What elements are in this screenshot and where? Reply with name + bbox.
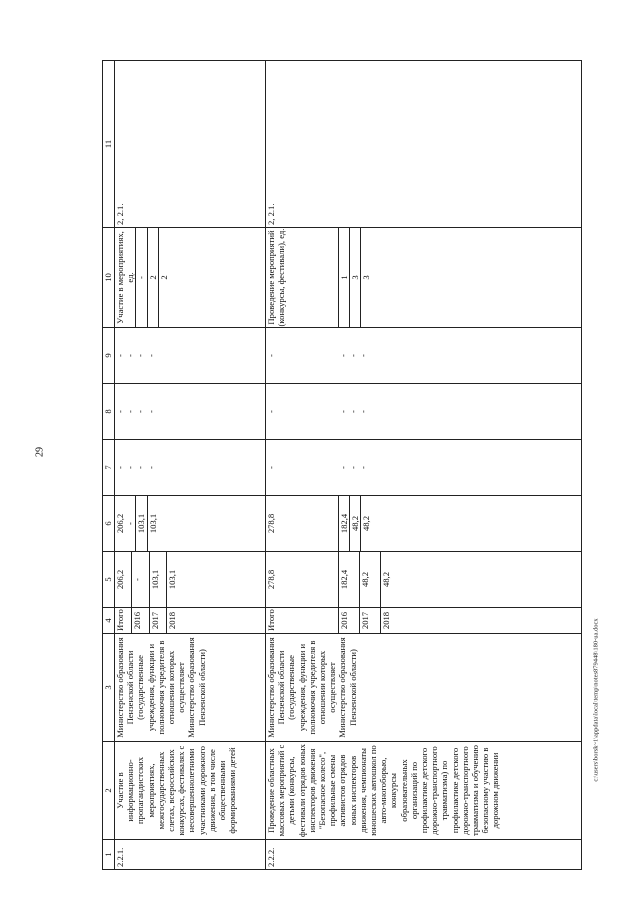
- value-line: -: [266, 410, 276, 413]
- value-line: -: [135, 228, 146, 327]
- value-line: -: [266, 354, 276, 357]
- measure-description: Проведение областных массовых мероприятий с детьми (конкурсы, фестивали отрядов юных инспекторов движения "Безопасное колесо", профильные смены активистов отрядов юных инспекторов движения, чемпионаты юношеских автошкол по авто-многоборью, конкурсы образовательных организаций по профилактике детского дорожно-транспортного травматизма) по профилактике детского дорожно-транспортного травматизма и обучению безопасному участию в дорожном движении: [266, 742, 582, 840]
- value-line: -: [135, 410, 146, 413]
- value-line: 2: [147, 228, 158, 327]
- value-line: 48,2: [360, 496, 371, 551]
- value-total: 206,2: [115, 552, 132, 608]
- value-line: 3: [360, 228, 371, 327]
- value-total: 182,4: [339, 552, 360, 608]
- table-row: [266, 61, 339, 870]
- regional-budget-cell: [115, 496, 266, 552]
- value-total: 48,2: [360, 552, 381, 608]
- year-cell: Итого: [266, 608, 339, 634]
- value-total: 278,8: [266, 552, 339, 608]
- value-line: -: [338, 466, 348, 469]
- value-line: -: [125, 410, 136, 413]
- value-total: 103,1: [149, 552, 166, 608]
- indicator-name: Участие в мероприятиях, ед.: [115, 231, 136, 324]
- col-header: 7: [103, 440, 115, 496]
- reference-cell: 2, 2.1.: [115, 61, 266, 228]
- value-line: -: [348, 410, 359, 413]
- col-header: 6: [103, 496, 115, 552]
- page-number: 29: [34, 447, 46, 457]
- col-header: 5: [103, 552, 115, 608]
- value-total: 48,2: [381, 552, 582, 608]
- value-line: 2: [158, 228, 169, 327]
- year-cell: 2018: [167, 608, 266, 634]
- value-line: -: [115, 410, 125, 413]
- year-cell: 2016: [132, 608, 149, 634]
- value-line: -: [338, 410, 348, 413]
- col-header: 10: [103, 228, 115, 328]
- year-cell: 2017: [360, 608, 381, 634]
- year-cell: Итого: [115, 608, 132, 634]
- col-header: 4: [103, 608, 115, 634]
- file-path-footer: c:\users\borsk~1\appdata\local\temp\notes879448\180-ua.docx: [592, 618, 600, 782]
- value-line: -: [338, 354, 348, 357]
- measure-description: Участие в информационно-пропагандистских мероприятиях, межгосударственных слетах, всероссийских конкурсах, фестивалях с несовершеннолетними участниками дорожного движения, в том числе общественными формированиями детей: [115, 742, 266, 840]
- year-cell: 2018: [381, 608, 582, 634]
- value-line: 48,2: [349, 496, 360, 551]
- value-line: 182,4: [338, 496, 349, 551]
- col9-cell: [266, 328, 582, 384]
- value-line: 278,8: [266, 513, 276, 534]
- col-header: 11: [103, 61, 115, 228]
- col7-cell: [115, 440, 266, 496]
- indicator-cell: [115, 228, 266, 328]
- executor: Министерство образования Пензенской области (государственные учреждения, функции и полномочия учредителя в отношении которых осуществляет Министерство образования Пензенской области): [115, 634, 266, 742]
- indicator-cell: [266, 228, 582, 328]
- value-line: -: [348, 466, 359, 469]
- col8-cell: [266, 384, 582, 440]
- value-line: -: [145, 410, 156, 413]
- value-line: -: [145, 354, 156, 357]
- value-total: 103,1: [167, 552, 266, 608]
- year-cell: 2016: [339, 608, 360, 634]
- col7-cell: [266, 440, 582, 496]
- indicator-name: Проведение мероприятий (конкурсы, фестивали), ед.: [266, 228, 287, 327]
- value-line: -: [266, 466, 276, 469]
- value-line: -: [145, 466, 156, 469]
- value-line: -: [358, 466, 369, 469]
- reference-cell: 2, 2.1.: [266, 61, 582, 228]
- value-line: -: [135, 466, 146, 469]
- col-header: 3: [103, 634, 115, 742]
- rotated-table-container: [102, 139, 640, 870]
- col-header: 8: [103, 384, 115, 440]
- value-line: -: [125, 354, 136, 357]
- value-line: -: [125, 522, 136, 525]
- value-line: -: [358, 410, 369, 413]
- value-line: -: [115, 466, 125, 469]
- value-line: 103,1: [135, 496, 146, 551]
- col-header: 2: [103, 742, 115, 840]
- value-line: -: [358, 354, 369, 357]
- executor: Министерство образования Пензенской области (государственные учреждения, функции и полномочия учредителя в отношении которых осуществляет Министерство образования Пензенской области): [266, 634, 582, 742]
- value-line: 103,1: [147, 496, 158, 551]
- header-row: [103, 61, 115, 870]
- value-line: -: [135, 354, 146, 357]
- table-row: [115, 61, 132, 870]
- row-number: 2.2.2.: [266, 840, 582, 870]
- col-header: 1: [103, 840, 115, 870]
- value-line: 3: [349, 228, 360, 327]
- year-cell: 2017: [149, 608, 166, 634]
- program-table: [102, 60, 582, 870]
- value-line: 1: [338, 228, 349, 327]
- col9-cell: [115, 328, 266, 384]
- value-line: -: [125, 466, 136, 469]
- value-line: 206,2: [115, 513, 125, 534]
- regional-budget-cell: [266, 496, 582, 552]
- row-number: 2.2.1.: [115, 840, 266, 870]
- col8-cell: [115, 384, 266, 440]
- value-line: -: [115, 354, 125, 357]
- value-total: -: [132, 552, 149, 608]
- value-line: -: [348, 354, 359, 357]
- col-header: 9: [103, 328, 115, 384]
